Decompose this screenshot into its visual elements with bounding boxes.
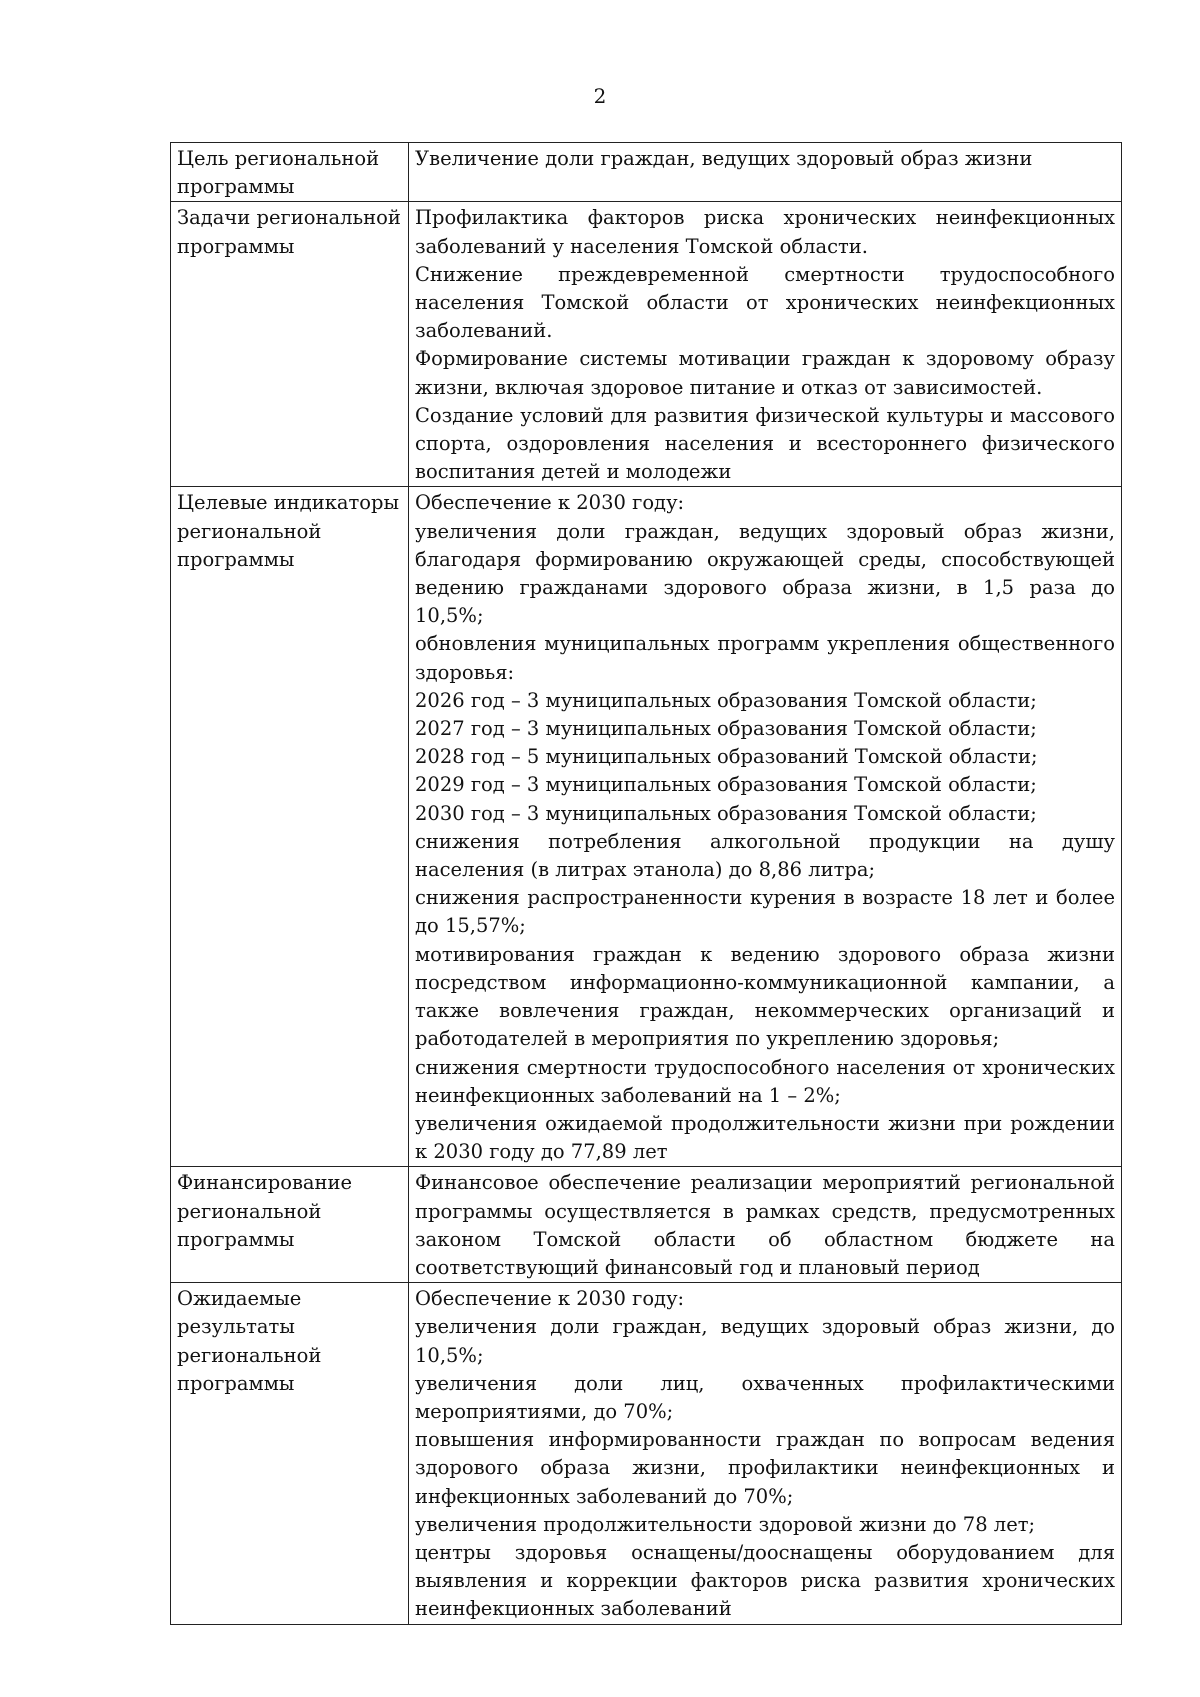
- content-paragraph: обновления муниципальных программ укрепления общественного здоровья:: [415, 632, 1115, 684]
- row-tasks: [171, 202, 1122, 487]
- row-expected-results: [171, 1283, 1122, 1624]
- row-label: Финансирование региональной программы: [171, 1167, 409, 1283]
- content-paragraph: Увеличение доли граждан, ведущих здоровый образ жизни: [415, 147, 1033, 170]
- content-paragraph: увеличения доли граждан, ведущих здоровый образ жизни, до 10,5%;: [415, 1315, 1115, 1367]
- content-paragraph: центры здоровья оснащены/дооснащены оборудованием для выявления и коррекции факторов риска развития хронических неинфекционных заболеваний: [415, 1540, 1115, 1621]
- content-paragraph: повышения информированности граждан по вопросам ведения здорового образа жизни, профилактики неинфекционных и инфекционных заболеваний до 70%;: [415, 1428, 1115, 1508]
- content-paragraph: Формирование системы мотивации граждан к здоровому образу жизни, включая здоровое питание и отказ от зависимостей.: [415, 347, 1115, 399]
- content-paragraph: 2028 год – 5 муниципальных образований Томской области;: [415, 745, 1038, 769]
- row-label: Целевые индикаторы региональной программы: [171, 487, 409, 1167]
- content-paragraph: снижения распространенности курения в возрасте 18 лет и более до 15,57%;: [415, 886, 1115, 938]
- row-label: Задачи региональной программы: [171, 202, 409, 487]
- content-paragraph: Финансовое обеспечение реализации мероприятий региональной программы осуществляется в рамках средств, предусмотренных законом Томской области об областном бюджете на соответствующий финансовый год и плановый период: [415, 1171, 1115, 1279]
- content-paragraph: 2030 год – 3 муниципальных образования Томской области;: [415, 801, 1037, 825]
- content-paragraph: Обеспечение к 2030 году:: [415, 491, 685, 515]
- content-paragraph: 2026 год – 3 муниципальных образования Томской области;: [415, 688, 1037, 712]
- content-paragraph: Обеспечение к 2030 году:: [415, 1287, 685, 1311]
- content-paragraph: увеличения ожидаемой продолжительности жизни при рождении к 2030 году до 77,89 лет: [415, 1111, 1115, 1164]
- content-paragraph: снижения смертности трудоспособного населения от хронических неинфекционных заболеваний на 1 – 2%;: [415, 1055, 1115, 1107]
- row-target-indicators: [171, 487, 1122, 1167]
- content-paragraph: Создание условий для развития физической культуры и массового спорта, оздоровления населения и всестороннего физического воспитания детей и молодежи: [415, 403, 1115, 484]
- row-label: Цель региональной программы: [171, 143, 409, 202]
- row-label: Ожидаемые результаты региональной программы: [171, 1283, 409, 1624]
- row-goal: [171, 143, 1122, 202]
- content-paragraph: 2027 год – 3 муниципальных образования Томской области;: [415, 717, 1037, 741]
- row-content: [409, 1167, 1122, 1283]
- content-paragraph: Профилактика факторов риска хронических неинфекционных заболеваний у населения Томской области.: [415, 206, 1115, 258]
- row-content: [409, 202, 1122, 487]
- content-paragraph: увеличения продолжительности здоровой жизни до 78 лет;: [415, 1512, 1036, 1536]
- content-paragraph: мотивирования граждан к ведению здорового образа жизни посредством информационно-коммуникационной кампании, а также вовлечения граждан, некоммерческих организаций и работодателей в мероприятия по укреплению здоровья;: [415, 942, 1115, 1051]
- program-passport-table: [170, 142, 1122, 1625]
- content-paragraph: увеличения доли лиц, охваченных профилактическими мероприятиями, до 70%;: [415, 1371, 1115, 1423]
- row-financing: [171, 1167, 1122, 1283]
- content-paragraph: снижения потребления алкогольной продукции на душу населения (в литрах этанола) до 8,86 литра;: [415, 829, 1115, 882]
- row-content: [409, 1283, 1122, 1624]
- page-number: 2: [593, 84, 607, 108]
- content-paragraph: Снижение преждевременной смертности трудоспособного населения Томской области от хронических неинфекционных заболеваний.: [415, 262, 1115, 343]
- row-content: [409, 143, 1122, 202]
- content-paragraph: 2029 год – 3 муниципальных образования Томской области;: [415, 773, 1037, 797]
- content-paragraph: увеличения доли граждан, ведущих здоровый образ жизни, благодаря формированию окружающей среды, способствующей ведению гражданами здорового образа жизни, в 1,5 раза до 10,5%;: [415, 519, 1115, 628]
- row-content: [409, 487, 1122, 1167]
